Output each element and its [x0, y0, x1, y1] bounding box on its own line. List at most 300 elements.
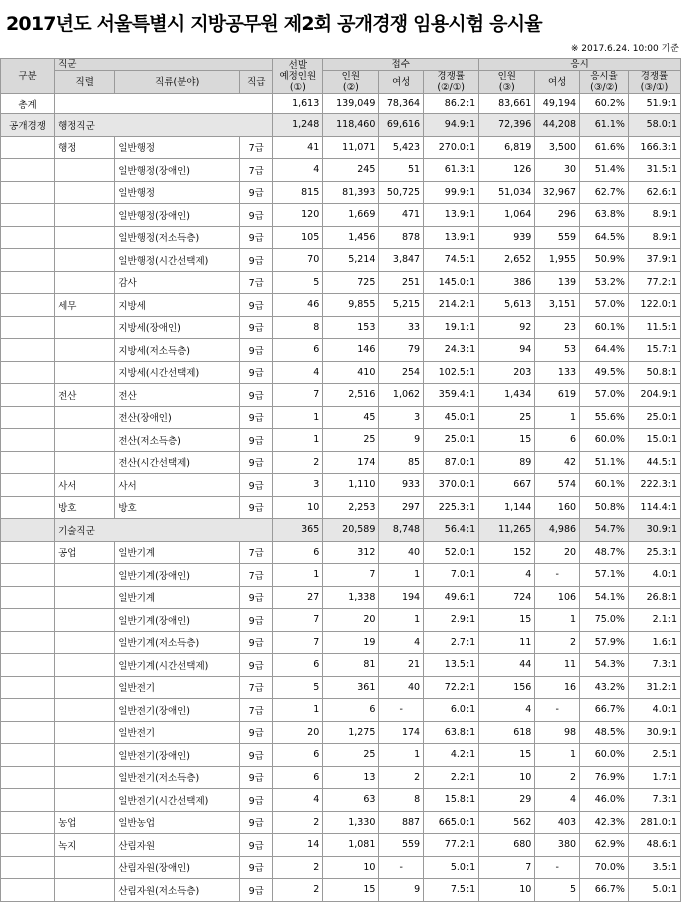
cell-attendance-rate: 63.8%	[580, 204, 629, 227]
cell-attended-count: 152	[479, 541, 535, 564]
cell-series	[55, 789, 115, 812]
cell-attended-count: 1,144	[479, 496, 535, 519]
cell-attended-competition: 8.9:1	[628, 204, 680, 227]
cell-series: 방호	[55, 496, 115, 519]
cell-selection-planned: 3	[273, 474, 323, 497]
cell-grade: 9급	[240, 249, 273, 272]
cell-received-competition: 13.9:1	[424, 226, 479, 249]
cell-attended-count: 2,652	[479, 249, 535, 272]
cell-grade: 7급	[240, 564, 273, 587]
cell-class: 전산(저소득층)	[115, 429, 240, 452]
table-row	[1, 474, 681, 497]
cell-attended-count: 1,064	[479, 204, 535, 227]
cell-grade: 9급	[240, 811, 273, 834]
cell-attended-competition: 7.3:1	[628, 654, 680, 677]
cell-received-count: 7	[323, 564, 379, 587]
cell-selection-planned: 14	[273, 834, 323, 857]
cell-class: 산림자원(장애인)	[115, 856, 240, 879]
cell-received-female: 3	[379, 406, 424, 429]
cell-selection-planned: 7	[273, 609, 323, 632]
cell-grade: 9급	[240, 204, 273, 227]
cell-selection-planned: 7	[273, 384, 323, 407]
cell-attended-count: 44	[479, 654, 535, 677]
table-row	[1, 204, 681, 227]
cell-attendance-rate: 48.7%	[580, 541, 629, 564]
cell-series	[55, 856, 115, 879]
row-gubun-empty	[1, 564, 55, 587]
cell-attended-count: 1,434	[479, 384, 535, 407]
cell-selection-planned: 815	[273, 181, 323, 204]
cell-attended-female: 380	[535, 834, 580, 857]
cell-attendance-rate: 64.4%	[580, 339, 629, 362]
cell-received-count: 63	[323, 789, 379, 812]
cell-attendance-rate: 66.7%	[580, 699, 629, 722]
cell-series	[55, 564, 115, 587]
cell-received-competition: 99.9:1	[424, 181, 479, 204]
cell-attended-count: 724	[479, 586, 535, 609]
cell-received-count: 9,855	[323, 294, 379, 317]
header-gubun: 구분	[1, 59, 55, 94]
cell-received-female: 878	[379, 226, 424, 249]
cell-received-count: 25	[323, 744, 379, 767]
cell-attended-female: 1	[535, 744, 580, 767]
cell-class: 방호	[115, 496, 240, 519]
table-row	[1, 406, 681, 429]
cell-grade: 9급	[240, 789, 273, 812]
cell-attended-female: 160	[535, 496, 580, 519]
cell-attended-count: 618	[479, 721, 535, 744]
cell-attendance-rate: 57.1%	[580, 564, 629, 587]
cell-grade: 9급	[240, 406, 273, 429]
table-row	[1, 339, 681, 362]
cell-series	[55, 586, 115, 609]
section-label: 행정직군	[55, 114, 273, 137]
cell-received-female: 78,364	[379, 94, 424, 114]
cell-series	[55, 631, 115, 654]
cell-grade: 7급	[240, 676, 273, 699]
cell-received-count: 1,330	[323, 811, 379, 834]
header-received-competition: 경쟁률 (②/①)	[424, 71, 479, 94]
cell-attended-female: 98	[535, 721, 580, 744]
cell-received-count: 153	[323, 316, 379, 339]
cell-selection-planned: 5	[273, 676, 323, 699]
cell-received-count: 81,393	[323, 181, 379, 204]
cell-received-competition: 5.0:1	[424, 856, 479, 879]
cell-attendance-rate: 61.6%	[580, 136, 629, 159]
cell-received-count: 361	[323, 676, 379, 699]
cell-series	[55, 699, 115, 722]
cell-attended-female: 559	[535, 226, 580, 249]
cell-attendance-rate: 42.3%	[580, 811, 629, 834]
header-attendance: 응시	[479, 59, 681, 71]
cell-grade: 9급	[240, 631, 273, 654]
cell-attended-competition: 25.3:1	[628, 541, 680, 564]
cell-attendance-rate: 75.0%	[580, 609, 629, 632]
cell-attended-competition: 114.4:1	[628, 496, 680, 519]
cell-class: 일반행정	[115, 136, 240, 159]
cell-attended-female: 296	[535, 204, 580, 227]
cell-received-female: 50,725	[379, 181, 424, 204]
cell-series	[55, 766, 115, 789]
cell-attended-female: 1,955	[535, 249, 580, 272]
cell-attended-count: 6,819	[479, 136, 535, 159]
cell-selection-planned: 1	[273, 406, 323, 429]
cell-attended-competition: 50.8:1	[628, 361, 680, 384]
cell-attended-competition: 1.6:1	[628, 631, 680, 654]
cell-received-female: 40	[379, 541, 424, 564]
cell-grade: 9급	[240, 316, 273, 339]
cell-grade: 9급	[240, 721, 273, 744]
cell-received-female: 8,748	[379, 519, 424, 542]
cell-attended-female: 16	[535, 676, 580, 699]
cell-class: 일반농업	[115, 811, 240, 834]
cell-attendance-rate: 64.5%	[580, 226, 629, 249]
table-row	[1, 811, 681, 834]
cell-class: 감사	[115, 271, 240, 294]
table-row	[1, 316, 681, 339]
cell-attendance-rate: 51.4%	[580, 159, 629, 182]
cell-received-count: 19	[323, 631, 379, 654]
cell-attended-female: 42	[535, 451, 580, 474]
cell-attended-female: 133	[535, 361, 580, 384]
cell-attended-female: 1	[535, 406, 580, 429]
cell-received-female: 471	[379, 204, 424, 227]
cell-attended-female: 574	[535, 474, 580, 497]
cell-grade: 9급	[240, 879, 273, 902]
cell-received-competition: 19.1:1	[424, 316, 479, 339]
cell-attended-count: 386	[479, 271, 535, 294]
cell-received-count: 146	[323, 339, 379, 362]
cell-attendance-rate: 60.1%	[580, 316, 629, 339]
cell-attended-competition: 3.5:1	[628, 856, 680, 879]
row-gubun-empty	[1, 271, 55, 294]
cell-received-female: 1	[379, 609, 424, 632]
cell-attendance-rate: 53.2%	[580, 271, 629, 294]
cell-attended-competition: 2.1:1	[628, 609, 680, 632]
table-row	[1, 429, 681, 452]
cell-selection-planned: 1	[273, 564, 323, 587]
cell-attended-competition: 37.9:1	[628, 249, 680, 272]
cell-grade: 9급	[240, 429, 273, 452]
row-gubun-empty	[1, 249, 55, 272]
cell-attendance-rate: 62.7%	[580, 181, 629, 204]
cell-series	[55, 271, 115, 294]
cell-attended-count: 15	[479, 744, 535, 767]
cell-attendance-rate: 60.0%	[580, 429, 629, 452]
cell-grade: 9급	[240, 181, 273, 204]
table-row	[1, 271, 681, 294]
cell-selection-planned: 6	[273, 541, 323, 564]
cell-attended-competition: 26.8:1	[628, 586, 680, 609]
cell-series	[55, 654, 115, 677]
table-row	[1, 879, 681, 902]
cell-grade: 7급	[240, 136, 273, 159]
cell-attendance-rate: 60.2%	[580, 94, 629, 114]
cell-attended-female: 53	[535, 339, 580, 362]
exam-attendance-table	[0, 58, 681, 902]
cell-selection-planned: 2	[273, 451, 323, 474]
cell-grade: 9급	[240, 654, 273, 677]
cell-attended-female: -	[535, 564, 580, 587]
cell-attended-count: 89	[479, 451, 535, 474]
cell-selection-planned: 4	[273, 789, 323, 812]
cell-received-competition: 102.5:1	[424, 361, 479, 384]
cell-attendance-rate: 50.9%	[580, 249, 629, 272]
cell-attendance-rate: 54.1%	[580, 586, 629, 609]
cell-series	[55, 721, 115, 744]
cell-attended-competition: 15.0:1	[628, 429, 680, 452]
cell-received-competition: 74.5:1	[424, 249, 479, 272]
cell-attended-female: -	[535, 856, 580, 879]
cell-class: 일반기계(장애인)	[115, 609, 240, 632]
cell-received-competition: 56.4:1	[424, 519, 479, 542]
cell-series	[55, 361, 115, 384]
cell-selection-planned: 4	[273, 361, 323, 384]
cell-attended-count: 11	[479, 631, 535, 654]
cell-series	[55, 181, 115, 204]
cell-attendance-rate: 51.1%	[580, 451, 629, 474]
cell-attended-female: 20	[535, 541, 580, 564]
reference-time-note: ※ 2017.6.24. 10:00 기준	[570, 44, 679, 54]
table-row	[1, 699, 681, 722]
cell-received-count: 410	[323, 361, 379, 384]
cell-received-competition: 7.0:1	[424, 564, 479, 587]
cell-attendance-rate: 57.9%	[580, 631, 629, 654]
table-row	[1, 586, 681, 609]
cell-class: 지방세(장애인)	[115, 316, 240, 339]
cell-attendance-rate: 57.0%	[580, 384, 629, 407]
row-gubun-empty	[1, 406, 55, 429]
cell-attended-count: 51,034	[479, 181, 535, 204]
cell-attended-count: 10	[479, 766, 535, 789]
cell-received-count: 1,338	[323, 586, 379, 609]
cell-received-count: 1,456	[323, 226, 379, 249]
cell-attendance-rate: 54.3%	[580, 654, 629, 677]
table-row	[1, 136, 681, 159]
cell-class: 일반전기	[115, 676, 240, 699]
table-row	[1, 609, 681, 632]
cell-attended-competition: 7.3:1	[628, 789, 680, 812]
cell-received-competition: 63.8:1	[424, 721, 479, 744]
header-selection-planned: 선발 예정인원 (①)	[273, 59, 323, 94]
cell-selection-planned: 20	[273, 721, 323, 744]
cell-received-female: 33	[379, 316, 424, 339]
cell-selection-planned: 7	[273, 631, 323, 654]
cell-selection-planned: 120	[273, 204, 323, 227]
cell-attended-competition: 48.6:1	[628, 834, 680, 857]
cell-received-competition: 86.2:1	[424, 94, 479, 114]
cell-received-female: 21	[379, 654, 424, 677]
row-gubun-empty	[1, 294, 55, 317]
cell-attended-female: 2	[535, 766, 580, 789]
cell-selection-planned: 4	[273, 159, 323, 182]
cell-received-competition: 52.0:1	[424, 541, 479, 564]
cell-attended-count: 4	[479, 699, 535, 722]
row-gubun-empty	[1, 451, 55, 474]
cell-attendance-rate: 57.0%	[580, 294, 629, 317]
cell-attendance-rate: 76.9%	[580, 766, 629, 789]
cell-attended-count: 29	[479, 789, 535, 812]
cell-class: 일반전기	[115, 721, 240, 744]
cell-received-count: 6	[323, 699, 379, 722]
row-gubun-empty	[1, 766, 55, 789]
cell-attended-count: 156	[479, 676, 535, 699]
row-gubun-empty	[1, 384, 55, 407]
cell-selection-planned: 6	[273, 766, 323, 789]
row-gubun-empty	[1, 744, 55, 767]
cell-series	[55, 429, 115, 452]
cell-received-count: 2,516	[323, 384, 379, 407]
row-gubun-empty	[1, 429, 55, 452]
cell-selection-planned: 6	[273, 744, 323, 767]
row-gubun-empty	[1, 676, 55, 699]
cell-selection-planned: 41	[273, 136, 323, 159]
row-gubun-empty	[1, 721, 55, 744]
header-attendance-rate: 응시율 (③/②)	[580, 71, 629, 94]
cell-grade: 7급	[240, 159, 273, 182]
cell-grade: 9급	[240, 834, 273, 857]
cell-attended-female: 4	[535, 789, 580, 812]
table-row	[1, 226, 681, 249]
document-title: 2017년도 서울특별시 지방공무원 제2회 공개경쟁 임용시험 응시율	[6, 13, 542, 35]
cell-attended-competition: 11.5:1	[628, 316, 680, 339]
cell-received-count: 1,669	[323, 204, 379, 227]
cell-class: 일반기계(시간선택제)	[115, 654, 240, 677]
cell-grade: 9급	[240, 294, 273, 317]
cell-received-female: 5,423	[379, 136, 424, 159]
cell-attended-count: 83,661	[479, 94, 535, 114]
cell-attended-competition: 25.0:1	[628, 406, 680, 429]
cell-received-competition: 370.0:1	[424, 474, 479, 497]
header-jikryu: 직류(분야)	[115, 71, 240, 94]
cell-received-female: 251	[379, 271, 424, 294]
table-row	[1, 654, 681, 677]
cell-attended-competition: 5.0:1	[628, 879, 680, 902]
cell-attended-competition: 44.5:1	[628, 451, 680, 474]
cell-selection-planned: 2	[273, 811, 323, 834]
cell-series	[55, 339, 115, 362]
row-gubun-empty	[1, 609, 55, 632]
cell-series	[55, 159, 115, 182]
cell-grade: 7급	[240, 271, 273, 294]
row-gubun-empty	[1, 204, 55, 227]
table-row	[1, 94, 681, 114]
cell-class: 일반기계	[115, 586, 240, 609]
cell-attended-count: 92	[479, 316, 535, 339]
cell-received-count: 20	[323, 609, 379, 632]
cell-attended-female: 139	[535, 271, 580, 294]
cell-received-competition: 270.0:1	[424, 136, 479, 159]
cell-received-competition: 15.8:1	[424, 789, 479, 812]
row-gubun-empty	[1, 474, 55, 497]
cell-attended-competition: 4.0:1	[628, 699, 680, 722]
cell-received-competition: 7.5:1	[424, 879, 479, 902]
cell-attended-female: 23	[535, 316, 580, 339]
cell-series: 녹지	[55, 834, 115, 857]
cell-selection-planned: 6	[273, 339, 323, 362]
row-gubun-empty	[1, 361, 55, 384]
cell-attended-count: 5,613	[479, 294, 535, 317]
cell-series	[55, 226, 115, 249]
cell-received-competition: 4.2:1	[424, 744, 479, 767]
cell-series	[55, 879, 115, 902]
cell-class: 지방세	[115, 294, 240, 317]
cell-class: 일반행정(장애인)	[115, 204, 240, 227]
cell-attended-female: 49,194	[535, 94, 580, 114]
cell-received-count: 174	[323, 451, 379, 474]
table-row	[1, 384, 681, 407]
cell-selection-planned: 6	[273, 654, 323, 677]
cell-grade: 9급	[240, 766, 273, 789]
cell-attended-count: 7	[479, 856, 535, 879]
cell-received-competition: 25.0:1	[424, 429, 479, 452]
cell-selection-planned: 27	[273, 586, 323, 609]
cell-selection-planned: 10	[273, 496, 323, 519]
section-label: 기술직군	[55, 519, 273, 542]
table-row	[1, 856, 681, 879]
cell-attended-count: 25	[479, 406, 535, 429]
cell-attended-competition: 51.9:1	[628, 94, 680, 114]
cell-class: 일반기계(장애인)	[115, 564, 240, 587]
cell-class: 산림자원(저소득층)	[115, 879, 240, 902]
cell-series: 행정	[55, 136, 115, 159]
cell-received-competition: 225.3:1	[424, 496, 479, 519]
table-row	[1, 519, 681, 542]
cell-received-count: 245	[323, 159, 379, 182]
cell-received-competition: 2.2:1	[424, 766, 479, 789]
cell-grade: 9급	[240, 496, 273, 519]
cell-attendance-rate: 66.7%	[580, 879, 629, 902]
cell-class: 전산(시간선택제)	[115, 451, 240, 474]
cell-received-female: 933	[379, 474, 424, 497]
row-gubun: 공개경쟁	[1, 114, 55, 137]
cell-attended-female: 2	[535, 631, 580, 654]
table-row	[1, 744, 681, 767]
cell-attended-competition: 222.3:1	[628, 474, 680, 497]
cell-received-count: 312	[323, 541, 379, 564]
cell-received-competition: 2.9:1	[424, 609, 479, 632]
cell-class: 전산	[115, 384, 240, 407]
header-received-count: 인원 (②)	[323, 71, 379, 94]
cell-received-competition: 94.9:1	[424, 114, 479, 137]
cell-attended-female: 32,967	[535, 181, 580, 204]
table-body	[1, 94, 681, 902]
cell-received-competition: 77.2:1	[424, 834, 479, 857]
cell-received-count: 15	[323, 879, 379, 902]
cell-received-female: 1	[379, 564, 424, 587]
table-row	[1, 789, 681, 812]
cell-attended-female: 403	[535, 811, 580, 834]
cell-selection-planned: 8	[273, 316, 323, 339]
cell-attendance-rate: 50.8%	[580, 496, 629, 519]
cell-selection-planned: 5	[273, 271, 323, 294]
cell-received-female: 5,215	[379, 294, 424, 317]
cell-grade: 9급	[240, 609, 273, 632]
table-row	[1, 564, 681, 587]
cell-attended-female: 11	[535, 654, 580, 677]
cell-received-female: 1	[379, 744, 424, 767]
cell-attended-female: 619	[535, 384, 580, 407]
cell-grade: 9급	[240, 744, 273, 767]
cell-attended-count: 72,396	[479, 114, 535, 137]
header-attended-count: 인원 (③)	[479, 71, 535, 94]
cell-received-female: 51	[379, 159, 424, 182]
cell-class: 일반행정(장애인)	[115, 159, 240, 182]
cell-received-count: 45	[323, 406, 379, 429]
cell-series	[55, 451, 115, 474]
row-label: 총계	[1, 94, 55, 114]
cell-received-female: 40	[379, 676, 424, 699]
